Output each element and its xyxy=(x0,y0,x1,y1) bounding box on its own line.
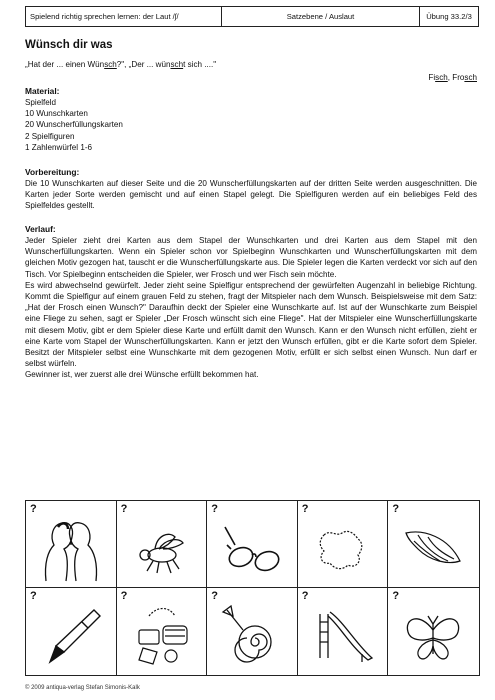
fly-icon xyxy=(129,515,195,583)
question-mark: ? xyxy=(392,590,400,602)
question-mark: ? xyxy=(30,590,37,602)
fountain-pen-icon xyxy=(38,602,104,670)
question-mark: ? xyxy=(211,590,218,602)
sheepskin-icon xyxy=(310,515,376,583)
wish-card[interactable] xyxy=(117,501,208,588)
wish-card[interactable] xyxy=(117,588,208,675)
wish-card[interactable] xyxy=(298,588,389,675)
material-item: 10 Wunschkarten xyxy=(25,109,88,119)
question-mark: ? xyxy=(120,503,128,515)
procedure-heading: Verlauf: xyxy=(25,224,56,234)
question-mark: ? xyxy=(301,590,309,602)
wish-card[interactable] xyxy=(388,501,479,588)
glasses-icon xyxy=(219,515,285,583)
procedure-text xyxy=(25,235,477,381)
header-exercise: Übung 33.2/3 xyxy=(426,12,472,21)
material-item: 1 Zahlenwürfel 1-6 xyxy=(25,142,93,152)
procedure-paragraph: Jeder Spieler zieht drei Karten aus dem Stapel der Wunschkarten und drei Karten aus dem Stapel mit den Wunscherfüllungskarten. Wenn ein Spieler schon vor Spielbeginn Wunschkarten und Wunscherfüllungskarten mit dem gleichen Motiv gezogen hat, tauscht er die Wunscherfüllungskarte aus. Die Spieler legen die Karten verdeckt vor sich auf den Tisch. Vor Spielbeginn entscheiden die Spieler, wer Frosch und wer Fisch sein möchte. xyxy=(25,236,477,279)
wish-card[interactable] xyxy=(298,501,389,588)
page-title: Wünsch dir was xyxy=(25,39,113,51)
preparation-heading: Vorbereitung: xyxy=(25,167,80,177)
example-sentences: „Hat der ... einen Wünsch?", „Der ... wünscht sich ...." xyxy=(25,60,217,69)
material-item: 20 Wunscherfüllungskarten xyxy=(25,120,123,130)
question-mark: ? xyxy=(30,503,37,515)
header-series: Spielend richtig sprechen lernen: der Laut /ʃ/ xyxy=(26,7,222,26)
treasure-icon xyxy=(129,602,195,670)
kiss-icon xyxy=(38,515,104,583)
lollipop-icon xyxy=(219,602,285,670)
wish-card[interactable] xyxy=(207,588,298,675)
material-heading: Material: xyxy=(25,86,60,96)
wish-card[interactable] xyxy=(26,501,117,588)
question-mark: ? xyxy=(392,503,400,515)
question-mark: ? xyxy=(301,503,309,515)
header-level: Satzebene / Auslaut xyxy=(222,7,420,26)
butterfly-icon xyxy=(400,602,466,670)
worksheet-header xyxy=(25,6,479,27)
slide-icon xyxy=(310,602,376,670)
question-mark: ? xyxy=(120,590,128,602)
target-words: Fisch, Frosch xyxy=(428,73,477,82)
wing-icon xyxy=(400,515,466,583)
copyright-footer: © 2009 antiqua-verlag Stefan Simonis-Kalk xyxy=(25,685,140,691)
material-item: Spielfeld xyxy=(25,98,57,107)
procedure-paragraph: Gewinner ist, wer zuerst alle drei Wünsche erfüllt bekommen hat. xyxy=(25,370,259,380)
preparation-text: Die 10 Wunschkarten auf dieser Seite und die 20 Wunscherfüllungskarten auf der dritten Seite werden ausgeschnitten. Die Karten jeder Sorte werden gemischt und auf einen Stapel gelegt. Die Spielfiguren werden auf ein beliebiges Feld des Spielfeldes gestellt. xyxy=(25,179,477,211)
question-mark: ? xyxy=(211,503,218,515)
wish-card[interactable] xyxy=(207,501,298,588)
wish-card[interactable] xyxy=(388,588,479,675)
wish-card-grid xyxy=(25,500,480,676)
material-item: 2 Spielfiguren xyxy=(25,131,75,141)
wish-card[interactable] xyxy=(26,588,117,675)
material-list xyxy=(25,97,477,153)
procedure-paragraph: Es wird abwechselnd gewürfelt. Jeder zieht seine Spielfigur entsprechend der gewürfelten Augenzahl in beliebige Richtung. Kommt die Spielfigur auf einem grauen Feld zu stehen, fragt der Mitspieler nach dem Wunsch. Beispielsweise mit dem Satz: „Hat der Frosch einen Wunsch?" Daraufhin deckt der Spieler eine Wunschkarte auf. Ist auf der Wunschkarte zum Beispiel eine Fliege zu sehen, sagt er Spieler „Der Frosch wünscht sich eine Fliege". Hat der Mitspieler eine Wunscherfüllungskarte mit diesem Motiv, gibt er dem Spieler diese Karte und erfüllt damit den Wunsch. Kann er den Wunsch nicht erfüllen, zieht er eine Karte vom Stapel der Wunscherfüllungskarten. Kann er jetzt den Wunsch erfüllen, gibt er die Karte sofort dem Spieler. Besitzt der Mitspieler selbst eine Wunschkarte mit dem gezogenen Motiv, erfüllt er sich selbst einen Wunsch. Nun darf er selbst würfeln. xyxy=(25,280,477,369)
